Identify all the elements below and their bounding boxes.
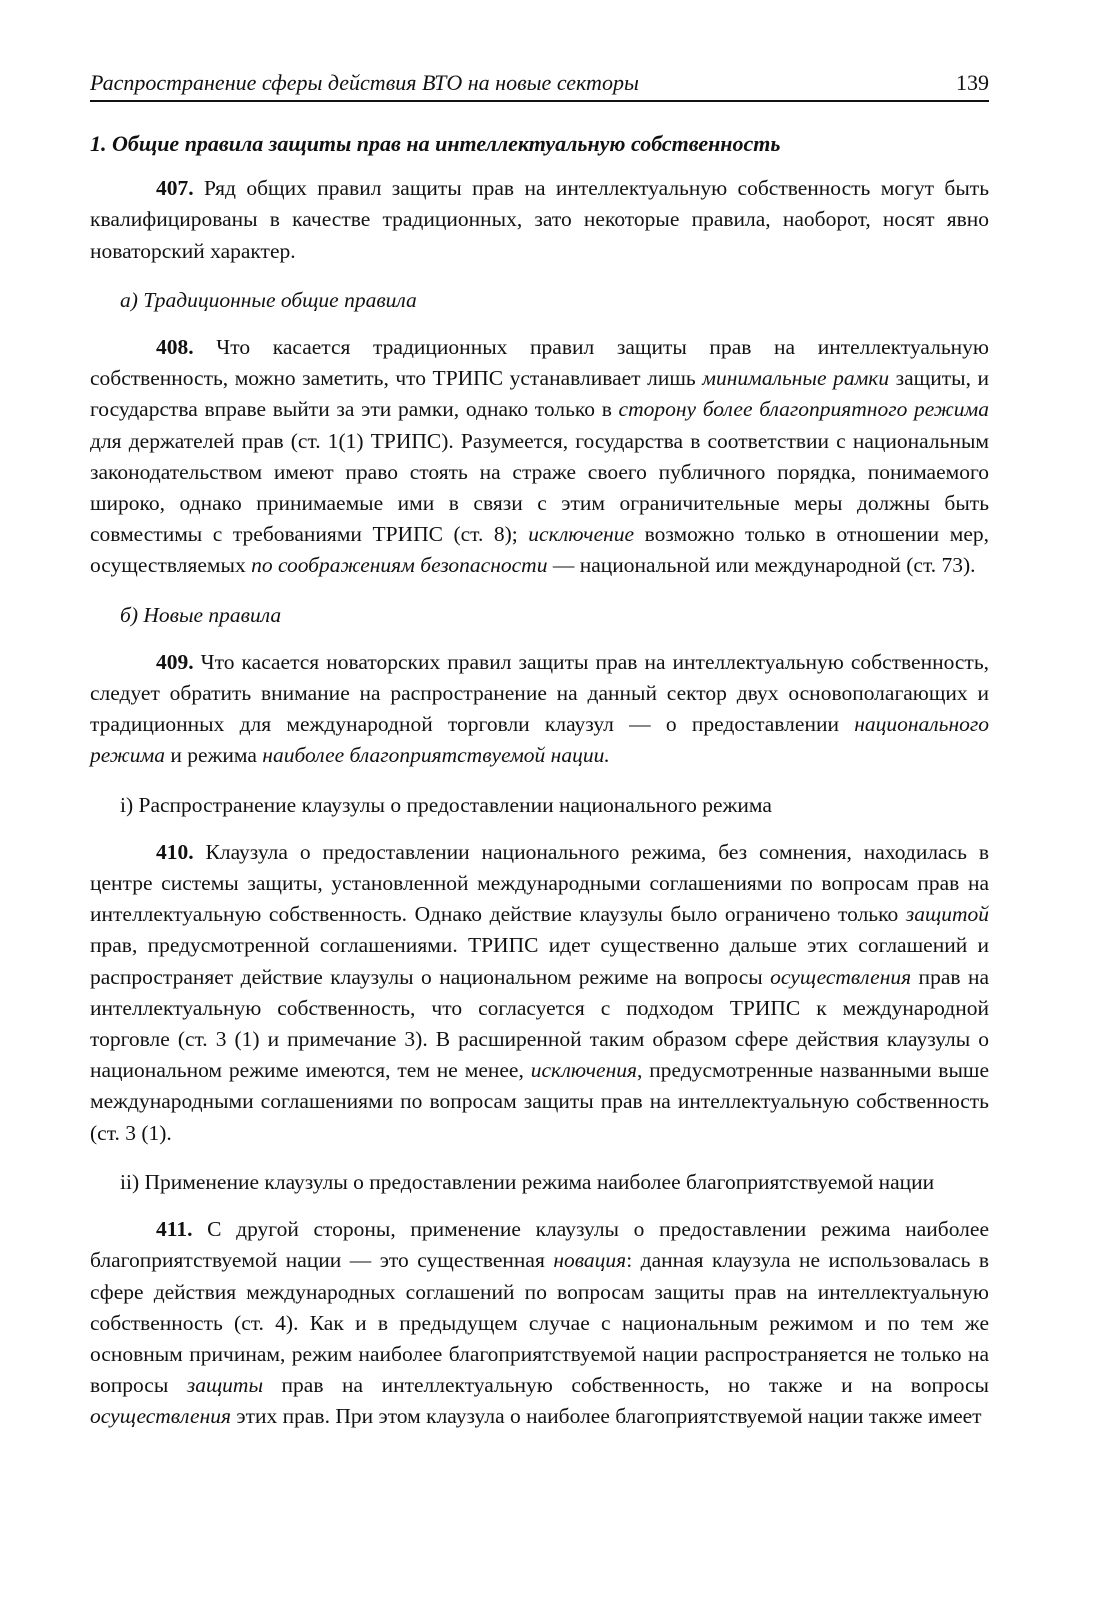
text-run: С другой стороны, применение клаузулы о предоставлении режима наиболее благоприятствуемой нации — это существенная	[90, 1217, 989, 1273]
paragraph-number: 409.	[156, 649, 194, 674]
paragraph-410	[90, 837, 989, 1149]
paragraph-408	[90, 332, 989, 582]
italic-run: осуществления	[90, 1404, 231, 1429]
italic-run: исключение	[528, 522, 635, 547]
subsection-title-b: б) Новые правила	[120, 602, 282, 627]
text-run: , предусмотренные названными выше международными соглашениями по вопросам защиты прав на интеллектуальную собственность (ст. 3 (1).	[90, 1058, 989, 1145]
paragraph-number: 408.	[156, 335, 194, 360]
paragraph-411	[90, 1214, 989, 1432]
paragraph-text: Ряд общих правил защиты прав на интеллектуальную собственность могут быть квалифицированы в качестве традиционных, зато некоторые правила, наоборот, носят явно новаторский характер.	[90, 176, 989, 263]
text-run: : данная клаузула не использовалась в сфере действия международных соглашений по вопросам защиты прав на интеллектуальную собственность (ст. 4). Как и в предыдущем случае с национальным режимом и по тем же основным причинам, режим наиболее благоприятствуемой нации распространяется не только на вопросы	[90, 1248, 989, 1398]
italic-run: минимальные рамки	[702, 366, 890, 391]
text-run: прав на интеллектуальную собственность, что согласуется с подходом ТРИПС к международной торговле (ст. 3 (1) и примечание 3). В расширенной таким образом сфере действия клаузулы о национальном режиме имеются, тем не менее,	[90, 964, 989, 1083]
running-header	[90, 58, 989, 102]
paragraph-number: 411.	[156, 1217, 193, 1242]
paragraph-number: 407.	[156, 176, 194, 201]
text-run: и режима	[164, 743, 263, 768]
text-run: защиты, и государства вправе выйти за эти рамки, однако только в	[90, 366, 989, 422]
text-run: — национальной или международной (ст. 73).	[547, 553, 976, 578]
text-run: Что касается новаторских правил защиты прав на интеллектуальную собственность, следует обратить внимание на распространение на данный сектор двух основополагающих и традиционных для международной торговли клаузул — о предоставлении	[90, 649, 990, 737]
text-run: возможно только в отношении мер, осуществляемых	[90, 522, 989, 578]
subsection-title-a: а) Традиционные общие правила	[120, 287, 417, 312]
page-body	[90, 128, 989, 1433]
paragraph-407	[90, 173, 989, 267]
italic-run: наиболее благоприятствуемой нации.	[262, 743, 610, 768]
italic-run: защиты	[186, 1373, 264, 1398]
italic-run: национального режима	[90, 712, 989, 768]
italic-run: новация	[553, 1248, 627, 1273]
text-run: Что касается традиционных правил защиты прав на интеллектуальную собственность, можно заметить, что ТРИПС устанавливает лишь	[90, 335, 989, 391]
page-number: 139	[956, 70, 989, 95]
italic-run: осуществления	[770, 964, 912, 989]
text-run: для держателей прав (ст. 1(1) ТРИПС). Разумеется, государства в соответствии с национальным законодательством имеют право стоять на страже своего публичного порядка, понимаемого широко, однако принимаемые ими в связи с этим ограничительные меры должны быть совместимы с требованиями ТРИПС (ст. 8);	[90, 428, 989, 547]
paragraph-409	[90, 647, 989, 772]
italic-run: защитой	[905, 902, 989, 927]
italic-run: по соображениям безопасности	[251, 553, 548, 578]
text-run: этих прав. При этом клаузула о наиболее благоприятствуемой нации также имеет	[230, 1404, 982, 1429]
text-run: прав на интеллектуальную собственность, но также и на вопросы	[263, 1373, 989, 1398]
italic-run: сторону более благоприятного режима	[618, 397, 989, 422]
subsection-title-ii: ii) Применение клаузулы о предоставлении режима наиболее благоприятствуемой нации	[120, 1169, 935, 1194]
section-title: 1. Общие правила защиты прав на интеллектуальную собственность	[90, 131, 781, 156]
running-title: Распространение сферы действия ВТО на новые секторы	[90, 70, 639, 95]
text-run: прав, предусмотренной соглашениями. ТРИПС идет существенно дальше этих соглашений и распространяет действие клаузулы о национальном режиме на вопросы	[90, 933, 989, 989]
paragraph-number: 410.	[156, 839, 194, 864]
subsection-title-i: i) Распространение клаузулы о предоставлении национального режима	[120, 792, 772, 817]
text-run: Клаузула о предоставлении национального режима, без сомнения, находилась в центре системы защиты, установленной международными соглашениями по вопросам прав на интеллектуальную собственность. Однако действие клаузулы было ограничено только	[90, 839, 989, 927]
italic-run: исключения	[530, 1058, 637, 1083]
